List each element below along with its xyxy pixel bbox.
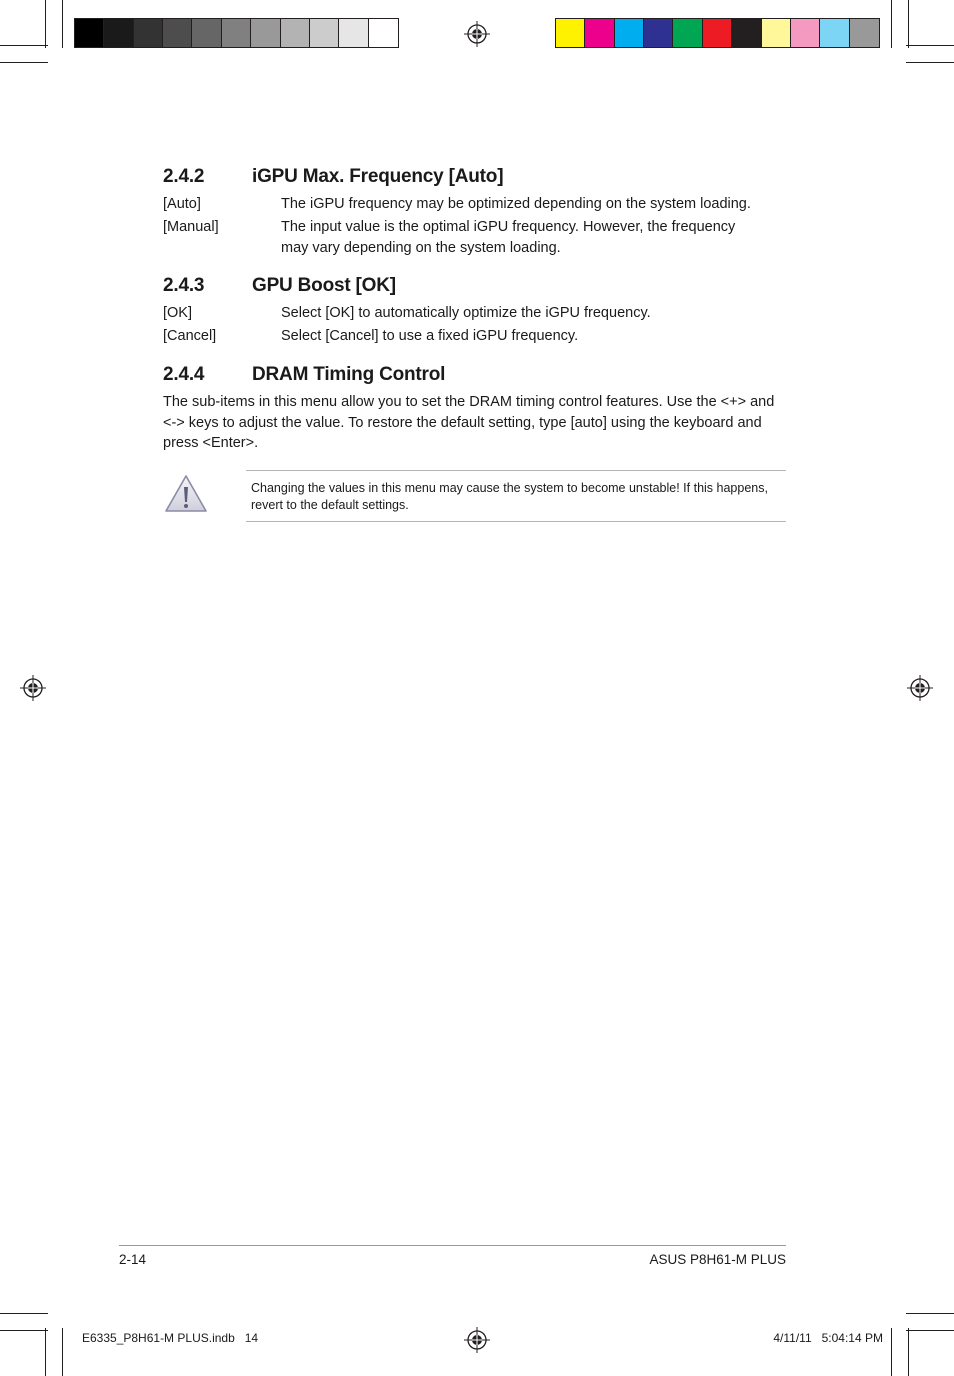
color-swatch <box>585 19 614 47</box>
color-swatch <box>251 19 280 47</box>
color-swatch <box>163 19 192 47</box>
registration-mark-icon <box>907 675 933 701</box>
option-row <box>163 217 788 258</box>
color-swatch <box>850 19 879 47</box>
section-body: The sub-items in this menu allow you to set the DRAM timing control features. Use the <+> and <-> keys to adjust the value. To restore the default setting, type [auto] using the keyboard and press <Enter>. <box>163 394 775 451</box>
color-swatch <box>75 19 104 47</box>
color-swatch <box>192 19 221 47</box>
option-description: Select [OK] to automatically optimize the iGPU frequency. <box>281 305 651 321</box>
note-box <box>246 470 786 522</box>
color-swatch <box>703 19 732 47</box>
section-number: 2.4.4 <box>163 364 205 385</box>
section-number: 2.4.3 <box>163 275 205 296</box>
color-swatch <box>134 19 163 47</box>
registration-mark-icon <box>464 1327 490 1353</box>
product-name: ASUS P8H61-M PLUS <box>649 1252 786 1267</box>
color-swatch <box>556 19 585 47</box>
footer-divider <box>119 1245 786 1246</box>
option-row <box>163 303 788 324</box>
page-number: 2-14 <box>119 1252 147 1267</box>
section-title: GPU Boost [OK] <box>252 275 396 296</box>
option-key: [Auto] <box>163 196 201 212</box>
registration-mark-icon <box>464 21 490 47</box>
color-swatch <box>732 19 761 47</box>
option-description: Select [Cancel] to use a fixed iGPU frequency. <box>281 328 579 344</box>
color-swatch <box>791 19 820 47</box>
option-description: The input value is the optimal iGPU frequency. However, the frequency may vary depending on the system loading. <box>281 219 736 256</box>
option-description: The iGPU frequency may be optimized depending on the system loading. <box>281 196 751 212</box>
section-heading <box>163 364 445 386</box>
registration-mark-icon <box>20 675 46 701</box>
color-swatch <box>281 19 310 47</box>
warning-triangle-icon <box>163 473 209 515</box>
slug-timestamp: 4/11/11 5:04:14 PM <box>773 1331 883 1345</box>
option-key: [OK] <box>163 305 193 321</box>
color-swatch <box>104 19 133 47</box>
color-swatch <box>762 19 791 47</box>
section-heading <box>163 166 503 188</box>
option-key: [Manual] <box>163 219 219 235</box>
color-swatch <box>820 19 849 47</box>
slug-file: E6335_P8H61-M PLUS.indb 14 <box>82 1331 259 1345</box>
note-text: Changing the values in this menu may cause the system to become unstable! If this happens, revert to the default settings. <box>251 481 768 512</box>
color-swatch <box>339 19 368 47</box>
color-calibration-bar <box>555 18 880 48</box>
color-swatch <box>673 19 702 47</box>
color-swatch <box>222 19 251 47</box>
section-heading <box>163 275 396 297</box>
color-swatch <box>369 19 398 47</box>
option-row <box>163 194 788 215</box>
gray-calibration-bar <box>74 18 399 48</box>
color-swatch <box>644 19 673 47</box>
option-row <box>163 326 788 347</box>
color-swatch <box>310 19 339 47</box>
section-number: 2.4.2 <box>163 166 205 187</box>
section-title: DRAM Timing Control <box>252 364 446 385</box>
color-swatch <box>615 19 644 47</box>
option-key: [Cancel] <box>163 328 217 344</box>
section-title: iGPU Max. Frequency [Auto] <box>252 166 504 187</box>
